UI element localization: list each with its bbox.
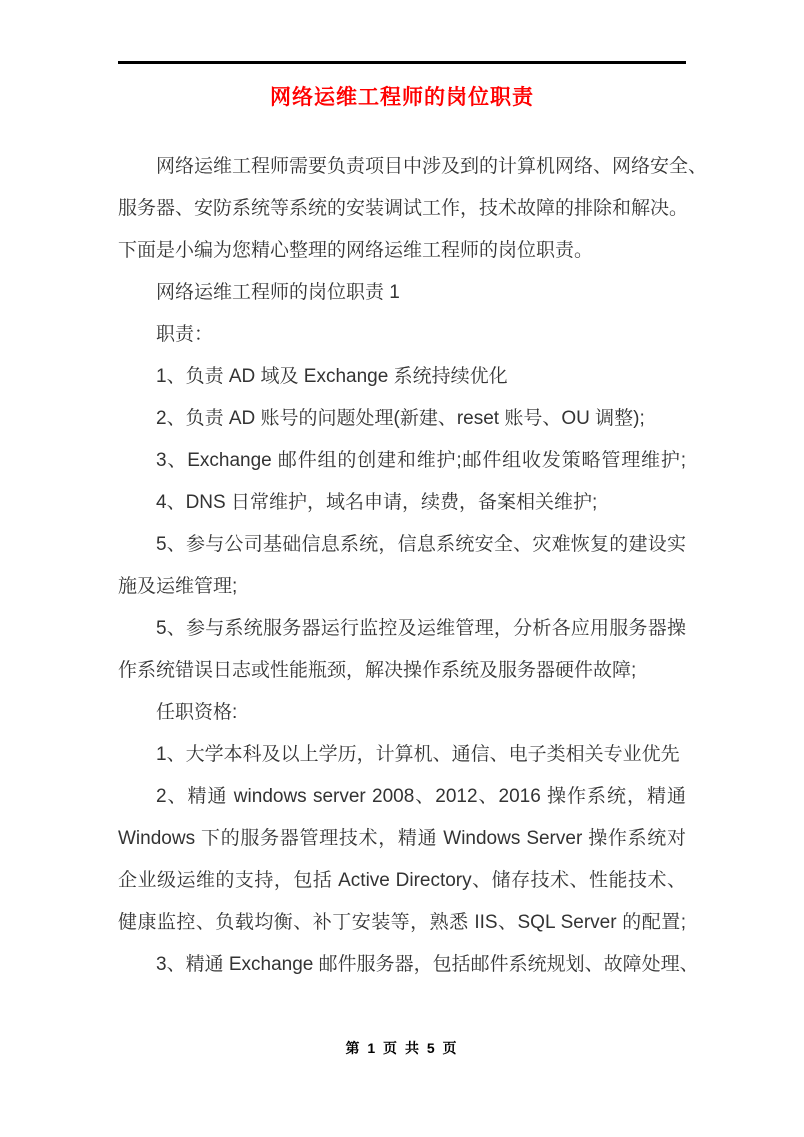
body-line: 1、负责 AD 域及 Exchange 系统持续优化: [156, 366, 508, 387]
body-line: Windows 下的服务器管理技术，精通 Windows Server 操作系统对: [118, 828, 686, 849]
body-line: 4、DNS 日常维护，域名申请，续费，备案相关维护;: [156, 492, 598, 513]
body-line: 任职资格:: [156, 702, 238, 723]
body-line: 施及运维管理;: [118, 576, 238, 597]
document-title: 网络运维工程师的岗位职责: [270, 86, 534, 109]
body-line: 下面是小编为您精心整理的网络运维工程师的岗位职责。: [118, 240, 594, 261]
header-rule: [118, 61, 686, 64]
body-line: 网络运维工程师的岗位职责 1: [156, 282, 400, 303]
body-line: 3、Exchange 邮件组的创建和维护;邮件组收发策略管理维护;: [156, 450, 686, 471]
body-line: 企业级运维的支持，包括 Active Directory、储存技术、性能技术、: [118, 870, 686, 891]
body-line: 2、精通 windows server 2008、2012、2016 操作系统，精通: [156, 786, 686, 807]
body-line: 2、负责 AD 账号的问题处理(新建、reset 账号、OU 调整);: [156, 408, 645, 429]
body-line: 服务器、安防系统等系统的安装调试工作，技术故障的排除和解决。: [118, 198, 689, 219]
body-line: 职责：: [156, 324, 214, 345]
body-line: 健康监控、负载均衡、补丁安装等，熟悉 IIS、SQL Server 的配置;: [118, 912, 686, 933]
document-body: [118, 146, 708, 986]
body-line: 作系统错误日志或性能瓶颈，解决操作系统及服务器硬件故障;: [118, 660, 637, 681]
body-line: 1、大学本科及以上学历，计算机、通信、电子类相关专业优先: [156, 744, 680, 765]
body-line: 网络运维工程师需要负责项目中涉及到的计算机网络、网络安全、: [156, 156, 708, 177]
body-line: 3、精通 Exchange 邮件服务器，包括邮件系统规划、故障处理、: [156, 954, 699, 975]
body-line: 5、参与系统服务器运行监控及运维管理，分析各应用服务器操: [156, 618, 686, 639]
body-line: 5、参与公司基础信息系统，信息系统安全、灾难恢复的建设实: [156, 534, 686, 555]
page-number-footer: 第 1 页 共 5 页: [345, 1040, 459, 1056]
